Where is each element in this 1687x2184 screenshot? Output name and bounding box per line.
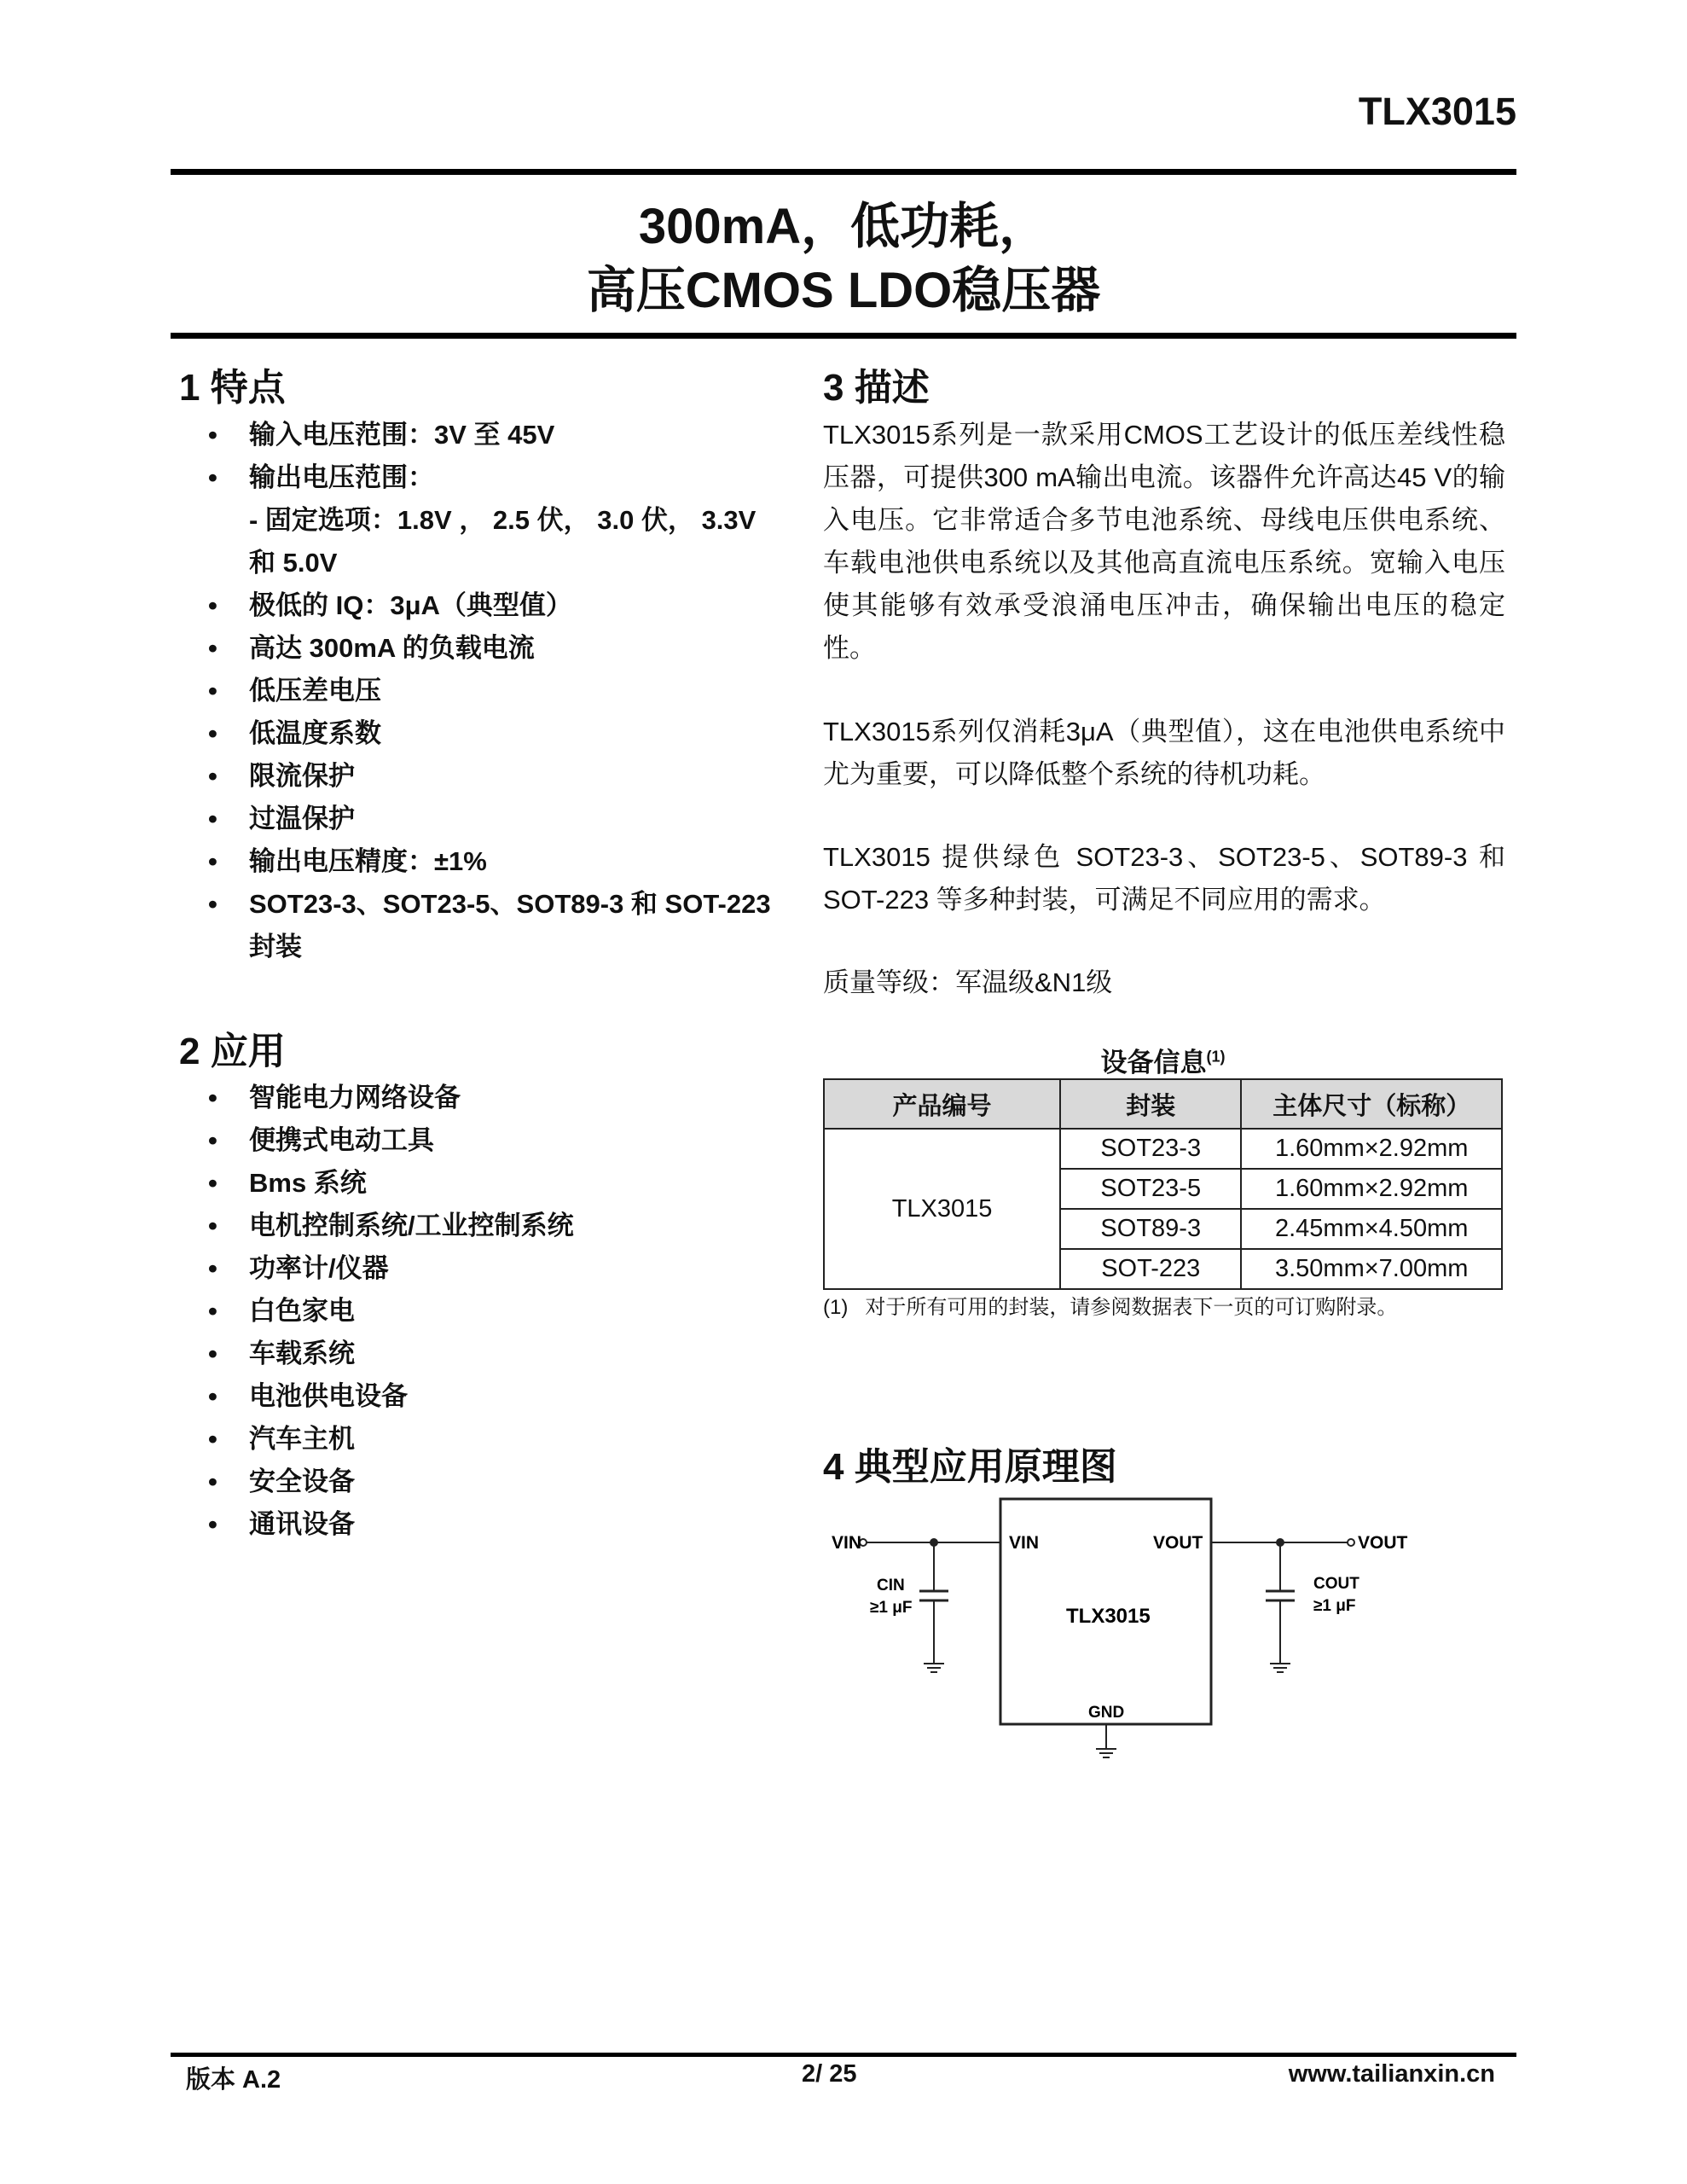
list-item: • 电机控制系统/工业控制系统 [208, 1211, 574, 1240]
title-line-1: 300mA，低功耗， [638, 199, 1049, 254]
features-heading: 1 特点 [179, 367, 286, 409]
footer-version: 版本 A.2 [186, 2066, 281, 2094]
list-item: • 汽车主机 [208, 1424, 355, 1454]
list-item: • 低温度系数 [208, 718, 381, 748]
size-cell: 3.50mm×7.00mm [1241, 1249, 1502, 1289]
list-item: • 输出电压范围： [208, 462, 434, 492]
list-item: • 通讯设备 [208, 1509, 355, 1539]
title-rule [171, 333, 1516, 339]
size-cell: 1.60mm×2.92mm [1241, 1129, 1502, 1169]
description-paragraph-1: TLX3015系列是一款采用CMOS工艺设计的低压差线性稳压器，可提供300 mA输出电流。该器件允许高达45 V的输入电压。它非常适合多节电池系统、母线电压供电系统、车载电池供电系统以及其他高直流电压系统。宽输入电压使其能够有效承受浪涌电压冲击，确保输出电压的稳定性。 [823, 420, 1505, 663]
list-item: • SOT23-3、SOT23-5、SOT89-3 和 SOT-223 [208, 889, 771, 919]
cout-label: COUT [1313, 1575, 1359, 1593]
list-item: • 白色家电 [208, 1296, 355, 1326]
list-item: • 极低的 IQ：3μA（典型值） [208, 590, 572, 620]
description-paragraph-3: TLX3015 提供绿色 SOT23-3、SOT23-5、SOT89-3 和 SOT-223 等多种封装，可满足不同应用的需求。 [823, 842, 1505, 915]
footer-website: www.tailianxin.cn [1288, 2060, 1495, 2088]
list-item: • 安全设备 [208, 1467, 355, 1496]
cout-value: ≥1 μF [1313, 1597, 1356, 1615]
list-item: • 车载系统 [208, 1339, 355, 1368]
applications-list [208, 1077, 574, 1546]
application-schematic [819, 1484, 1433, 1774]
list-item: • 功率计/仪器 [208, 1253, 389, 1283]
table-row [824, 1129, 1502, 1169]
footer-rule [171, 2053, 1516, 2057]
list-item: 和 5.0V [249, 548, 338, 578]
column-header: 主体尺寸（标称） [1241, 1079, 1502, 1129]
title-line-2: 高压CMOS LDO稳压器 [586, 263, 1101, 318]
applications-heading: 2 应用 [179, 1031, 286, 1072]
ic-name: TLX3015 [1066, 1605, 1151, 1628]
top-rule [171, 169, 1516, 175]
ic-vout-pin: VOUT [1153, 1533, 1203, 1553]
list-item: • 电池供电设备 [208, 1381, 408, 1411]
list-item: • 过温保护 [208, 804, 355, 834]
cin-value: ≥1 μF [870, 1599, 913, 1617]
size-cell: 2.45mm×4.50mm [1241, 1209, 1502, 1249]
list-item: • 高达 300mA 的负载电流 [208, 633, 535, 663]
footer-page-number: 2/ 25 [802, 2060, 857, 2088]
document-code: TLX3015 [1358, 90, 1516, 133]
list-item: 封装 [249, 932, 302, 961]
list-item: • 输入电压范围：3V 至 45V [208, 420, 555, 450]
list-item: • 便携式电动工具 [208, 1125, 434, 1155]
part-number-cell: TLX3015 [824, 1129, 1060, 1289]
package-cell: SOT23-5 [1060, 1169, 1241, 1209]
description-heading: 3 描述 [823, 367, 930, 409]
list-item: • 输出电压精度：±1% [208, 846, 487, 876]
device-info-table [823, 1078, 1503, 1290]
column-header: 封装 [1060, 1079, 1241, 1129]
table-header-row [824, 1079, 1502, 1129]
schematic-heading: 4 典型应用原理图 [823, 1446, 1117, 1488]
size-cell: 1.60mm×2.92mm [1241, 1169, 1502, 1209]
description-paragraph-2: TLX3015系列仅消耗3μA（典型值），这在电池供电系统中尤为重要，可以降低整个系统的待机功耗。 [823, 717, 1505, 789]
vout-label: VOUT [1358, 1533, 1408, 1553]
package-cell: SOT-223 [1060, 1249, 1241, 1289]
device-table-caption: 设备信息$^{(1)}$ [1100, 1048, 1226, 1077]
column-header: 产品编号 [824, 1079, 1060, 1129]
ic-gnd-pin: GND [1088, 1704, 1125, 1722]
table-footnote: (1) 对于所有可用的封装，请参阅数据表下一页的可订购附录。 [823, 1296, 1398, 1319]
vin-label: VIN [832, 1533, 862, 1553]
package-cell: SOT23-3 [1060, 1129, 1241, 1169]
list-item: • 限流保护 [208, 761, 355, 791]
list-item: • 智能电力网络设备 [208, 1083, 461, 1112]
quality-grade: 质量等级：军温级&N1级 [823, 967, 1113, 997]
ic-vin-pin: VIN [1009, 1533, 1040, 1553]
list-item: • 低压差电压 [208, 676, 381, 706]
list-item: - 固定选项：1.8V ， 2.5 伏， 3.0 伏， 3.3V [249, 505, 757, 535]
package-cell: SOT89-3 [1060, 1209, 1241, 1249]
cin-label: CIN [877, 1577, 905, 1594]
features-list [208, 414, 771, 968]
list-item: • Bms 系统 [208, 1168, 367, 1198]
